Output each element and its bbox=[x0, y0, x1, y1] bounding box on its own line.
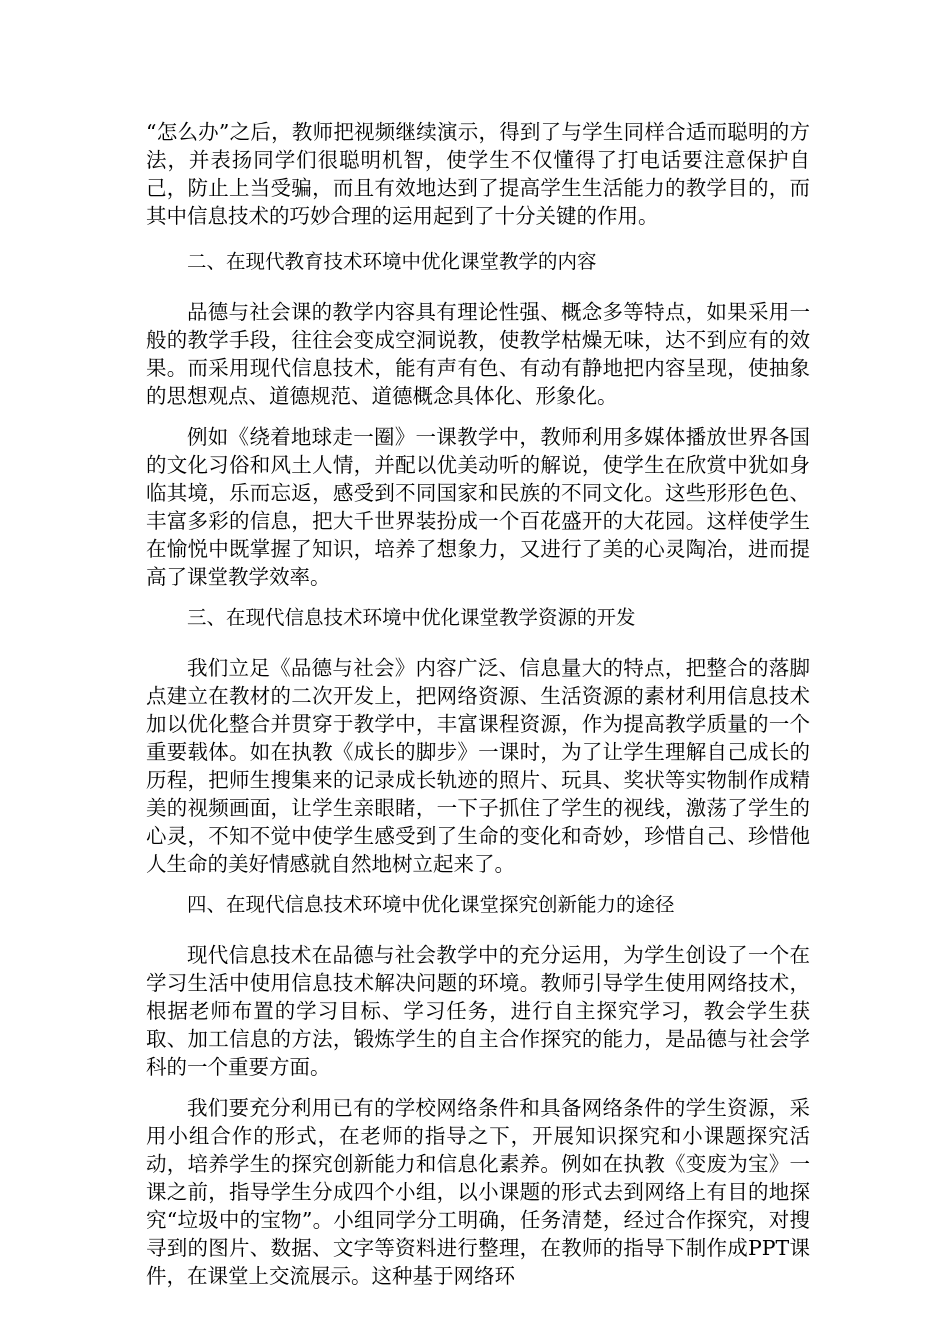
paragraph: 我们要充分利用已有的学校网络条件和具备网络条件的学生资源，采用小组合作的形式，在老师的指导之下，开展知识探究和小课题探究活动，培养学生的探究创新能力和信息化素养。例如在执教《变废为宝》一课之前，指导学生分成四个小组，以小课题的形式去到网络上有目的地探究“垃圾中的宝物”。小组同学分工明确，任务清楚，经过合作探究，对搜寻到的图片、数据、文字等资料进行整理，在教师的指导下制作成PPT课件，在课堂上交流展示。这种基于网络环 bbox=[146, 1096, 810, 1288]
paragraph: 我们立足《品德与社会》内容广泛、信息量大的特点，把整合的落脚点建立在教材的二次开发上，把网络资源、生活资源的素材利用信息技术加以优化整合并贯穿于教学中，丰富课程资源，作为提高教学质量的一个重要载体。如在执教《成长的脚步》一课时，为了让学生理解自己成长的历程，把师生搜集来的记录成长轨迹的照片、玩具、奖状等实物制作成精美的视频画面，让学生亲眼睹，一下子抓住了学生的视线，激荡了学生的心灵，不知不觉中使学生感受到了生命的变化和奇妙，珍惜自己、珍惜他人生命的美好情感就自然地树立起来了。 bbox=[146, 656, 810, 876]
section-heading-2: 二、在现代教育技术环境中优化课堂教学的内容 bbox=[187, 250, 597, 273]
section-heading-3: 三、在现代信息技术环境中优化课堂教学资源的开发 bbox=[187, 606, 636, 629]
paragraph: 现代信息技术在品德与社会教学中的充分运用，为学生创设了一个在学习生活中使用信息技术解决问题的环境。教师引导学生使用网络技术，根据老师布置的学习目标、学习任务，进行自主探究学习，教会学生获取、加工信息的方法，锻炼学生的自主合作探究的能力，是品德与社会学科的一个重要方面。 bbox=[146, 943, 810, 1079]
paragraph: 例如《绕着地球走一圈》一课教学中，教师利用多媒体播放世界各国的文化习俗和风土人情，并配以优美动听的解说，使学生在欣赏中犹如身临其境，乐而忘返，感受到不同国家和民族的不同文化。这些形形色色、丰富多彩的信息，把大千世界装扮成一个百花盛开的大花园。这样使学生在愉悦中既掌握了知识，培养了想象力，又进行了美的心灵陶冶，进而提高了课堂教学效率。 bbox=[146, 425, 810, 589]
paragraph: 品德与社会课的教学内容具有理论性强、概念多等特点，如果采用一般的教学手段，往往会变成空洞说教，使教学枯燥无味，达不到应有的效果。而采用现代信息技术，能有声有色、有动有静地把内容呈现，使抽象的思想观点、道德规范、道德概念具体化、形象化。 bbox=[146, 300, 810, 408]
paragraph-intro: “怎么办”之后，教师把视频继续演示，得到了与学生同样合适而聪明的方法，并表扬同学们很聪明机智，使学生不仅懂得了打电话要注意保护自己，防止上当受骗，而且有效地达到了提高学生生活能力的教学目的，而其中信息技术的巧妙合理的运用起到了十分关键的作用。 bbox=[146, 120, 810, 228]
section-heading-4: 四、在现代信息技术环境中优化课堂探究创新能力的途径 bbox=[187, 893, 675, 916]
document-page bbox=[146, 118, 810, 1303]
